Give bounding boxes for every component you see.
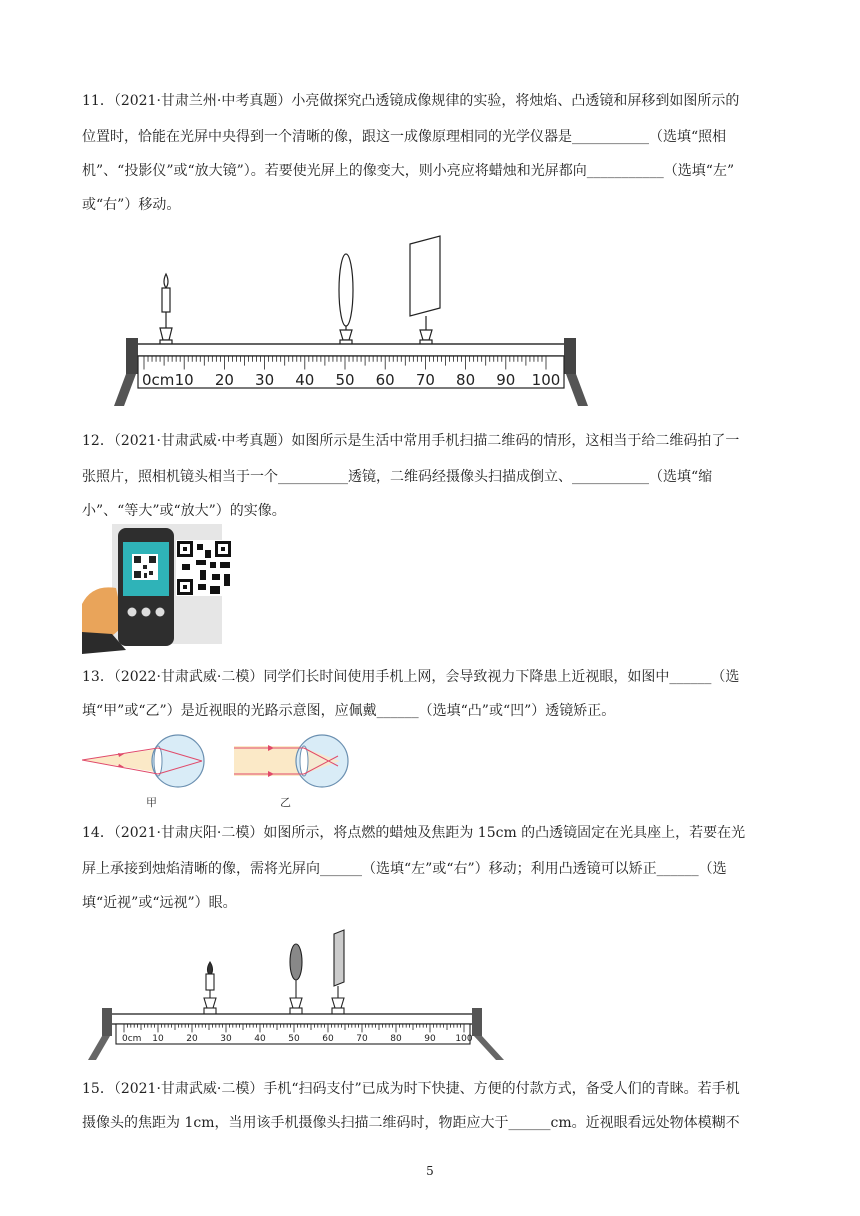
ruler-scale [116, 1024, 473, 1044]
eye-diagrams-figure [82, 728, 362, 812]
left-end-post [102, 1008, 112, 1036]
ruler-tick-label: 20 [214, 371, 234, 389]
q11-line-2: 位置时，恰能在光屏中央得到一个清晰的像，跟这一成像原理相同的光学仪器是___________（选填“照相 [82, 129, 727, 145]
qr-code-icon [176, 540, 232, 596]
right-end-post [564, 338, 576, 374]
ruler-tick-label: 90 [496, 371, 516, 389]
left-leg [114, 374, 136, 406]
phone-scan-qr-figure [82, 524, 242, 654]
ruler-tick-label: 80 [456, 371, 476, 389]
right-leg [566, 374, 588, 406]
left-end-post [126, 338, 138, 374]
q14-line-3: 填“近视”或“远视”）眼。 [82, 895, 237, 911]
candle-icon [160, 274, 172, 350]
ruler-tick-label: 100 [455, 1034, 473, 1044]
ruler-tick-label: 10 [174, 371, 194, 389]
bench-rail [132, 344, 568, 356]
ruler-tick-label: 60 [322, 1034, 334, 1044]
q12-line-1: 12．（2021·甘肃武威·中考真题）如图所示是生活中常用手机扫描二维码的情形，这相当于给二维码拍了一 [82, 433, 740, 449]
ruler-tick-label: 10 [152, 1034, 164, 1044]
label-yi: 乙 [280, 796, 291, 809]
ruler-tick-label: 0cm [122, 1034, 142, 1044]
q15-line-2: 摄像头的焦距为 1cm，当用该手机摄像头扫描二维码时，物距应大于______cm。近视眼看远处物体模糊不 [82, 1115, 740, 1131]
q13-line-1: 13．（2022·甘肃武威·二模）同学们长时间使用手机上网，会导致视力下降患上近视眼，如图中______（选 [82, 669, 740, 685]
q14-optical-bench-figure [84, 926, 514, 1062]
ruler-tick-label: 30 [255, 371, 275, 389]
right-leg [474, 1036, 504, 1060]
ruler-tick-label: 0cm [142, 371, 175, 389]
q15-line-1: 15．（2021·甘肃武威·二模）手机“扫码支付”已成为时下快捷、方便的付款方式，备受人们的青睐。若手机 [82, 1081, 740, 1097]
eye-diagram-b [234, 735, 348, 787]
ruler-tick-label: 40 [254, 1034, 266, 1044]
ruler-tick-label: 50 [288, 1034, 300, 1044]
right-end-post [472, 1008, 482, 1036]
ruler-tick-label: 70 [356, 1034, 368, 1044]
q12-line-3: 小”、“等大”或“放大”）的实像。 [82, 503, 286, 519]
phone-icon [118, 528, 174, 646]
ruler-tick-label: 40 [295, 371, 315, 389]
page-number: 5 [426, 1164, 434, 1178]
label-jia: 甲 [146, 796, 157, 809]
q11-optical-bench-figure [110, 232, 590, 412]
ruler-tick-label: 100 [531, 371, 561, 389]
ruler-tick-label: 80 [390, 1034, 402, 1044]
q13-line-2: 填“甲”或“乙”）是近视眼的光路示意图，应佩戴______（选填“凸”或“凹”）透镜矫正。 [82, 703, 616, 719]
ruler-tick-label: 60 [375, 371, 395, 389]
eye-diagram-a [82, 735, 204, 787]
light-screen-icon [332, 930, 344, 1018]
ruler-tick-label: 50 [335, 371, 355, 389]
left-leg [88, 1036, 110, 1060]
q11-line-4: 或“右”）移动。 [82, 197, 181, 213]
q14-line-2: 屏上承接到烛焰清晰的像，需将光屏向______（选填“左”或“右”）移动；利用凸透镜可以矫正______（选 [82, 861, 727, 877]
ruler-tick-label: 20 [186, 1034, 198, 1044]
candle-icon [204, 962, 216, 1018]
q11-line-1: 11．（2021·甘肃兰州·中考真题）小亮做探究凸透镜成像规律的实验，将烛焰、凸透镜和屏移到如图所示的 [82, 93, 740, 109]
ruler-scale [138, 356, 564, 389]
q12-line-2: 张照片，照相机镜头相当于一个__________透镜，二维码经摄像头扫描成倒立、___________（选填“缩 [82, 469, 713, 485]
light-screen-icon [410, 236, 440, 350]
q14-line-1: 14．（2021·甘肃庆阳·二模）如图所示，将点燃的蜡烛及焦距为 15cm 的凸透镜固定在光具座上，若要在光 [82, 825, 746, 841]
convex-lens-icon [290, 944, 302, 1018]
convex-lens-icon [339, 254, 353, 350]
q11-line-3: 机”、“投影仪”或“放大镜”）。若要使光屏上的像变大，则小亮应将蜡烛和光屏都向___________（选填“左” [82, 163, 735, 179]
bench-rail [106, 1014, 476, 1024]
ruler-tick-label: 90 [424, 1034, 436, 1044]
ruler-tick-label: 70 [415, 371, 435, 389]
ruler-tick-label: 30 [220, 1034, 232, 1044]
